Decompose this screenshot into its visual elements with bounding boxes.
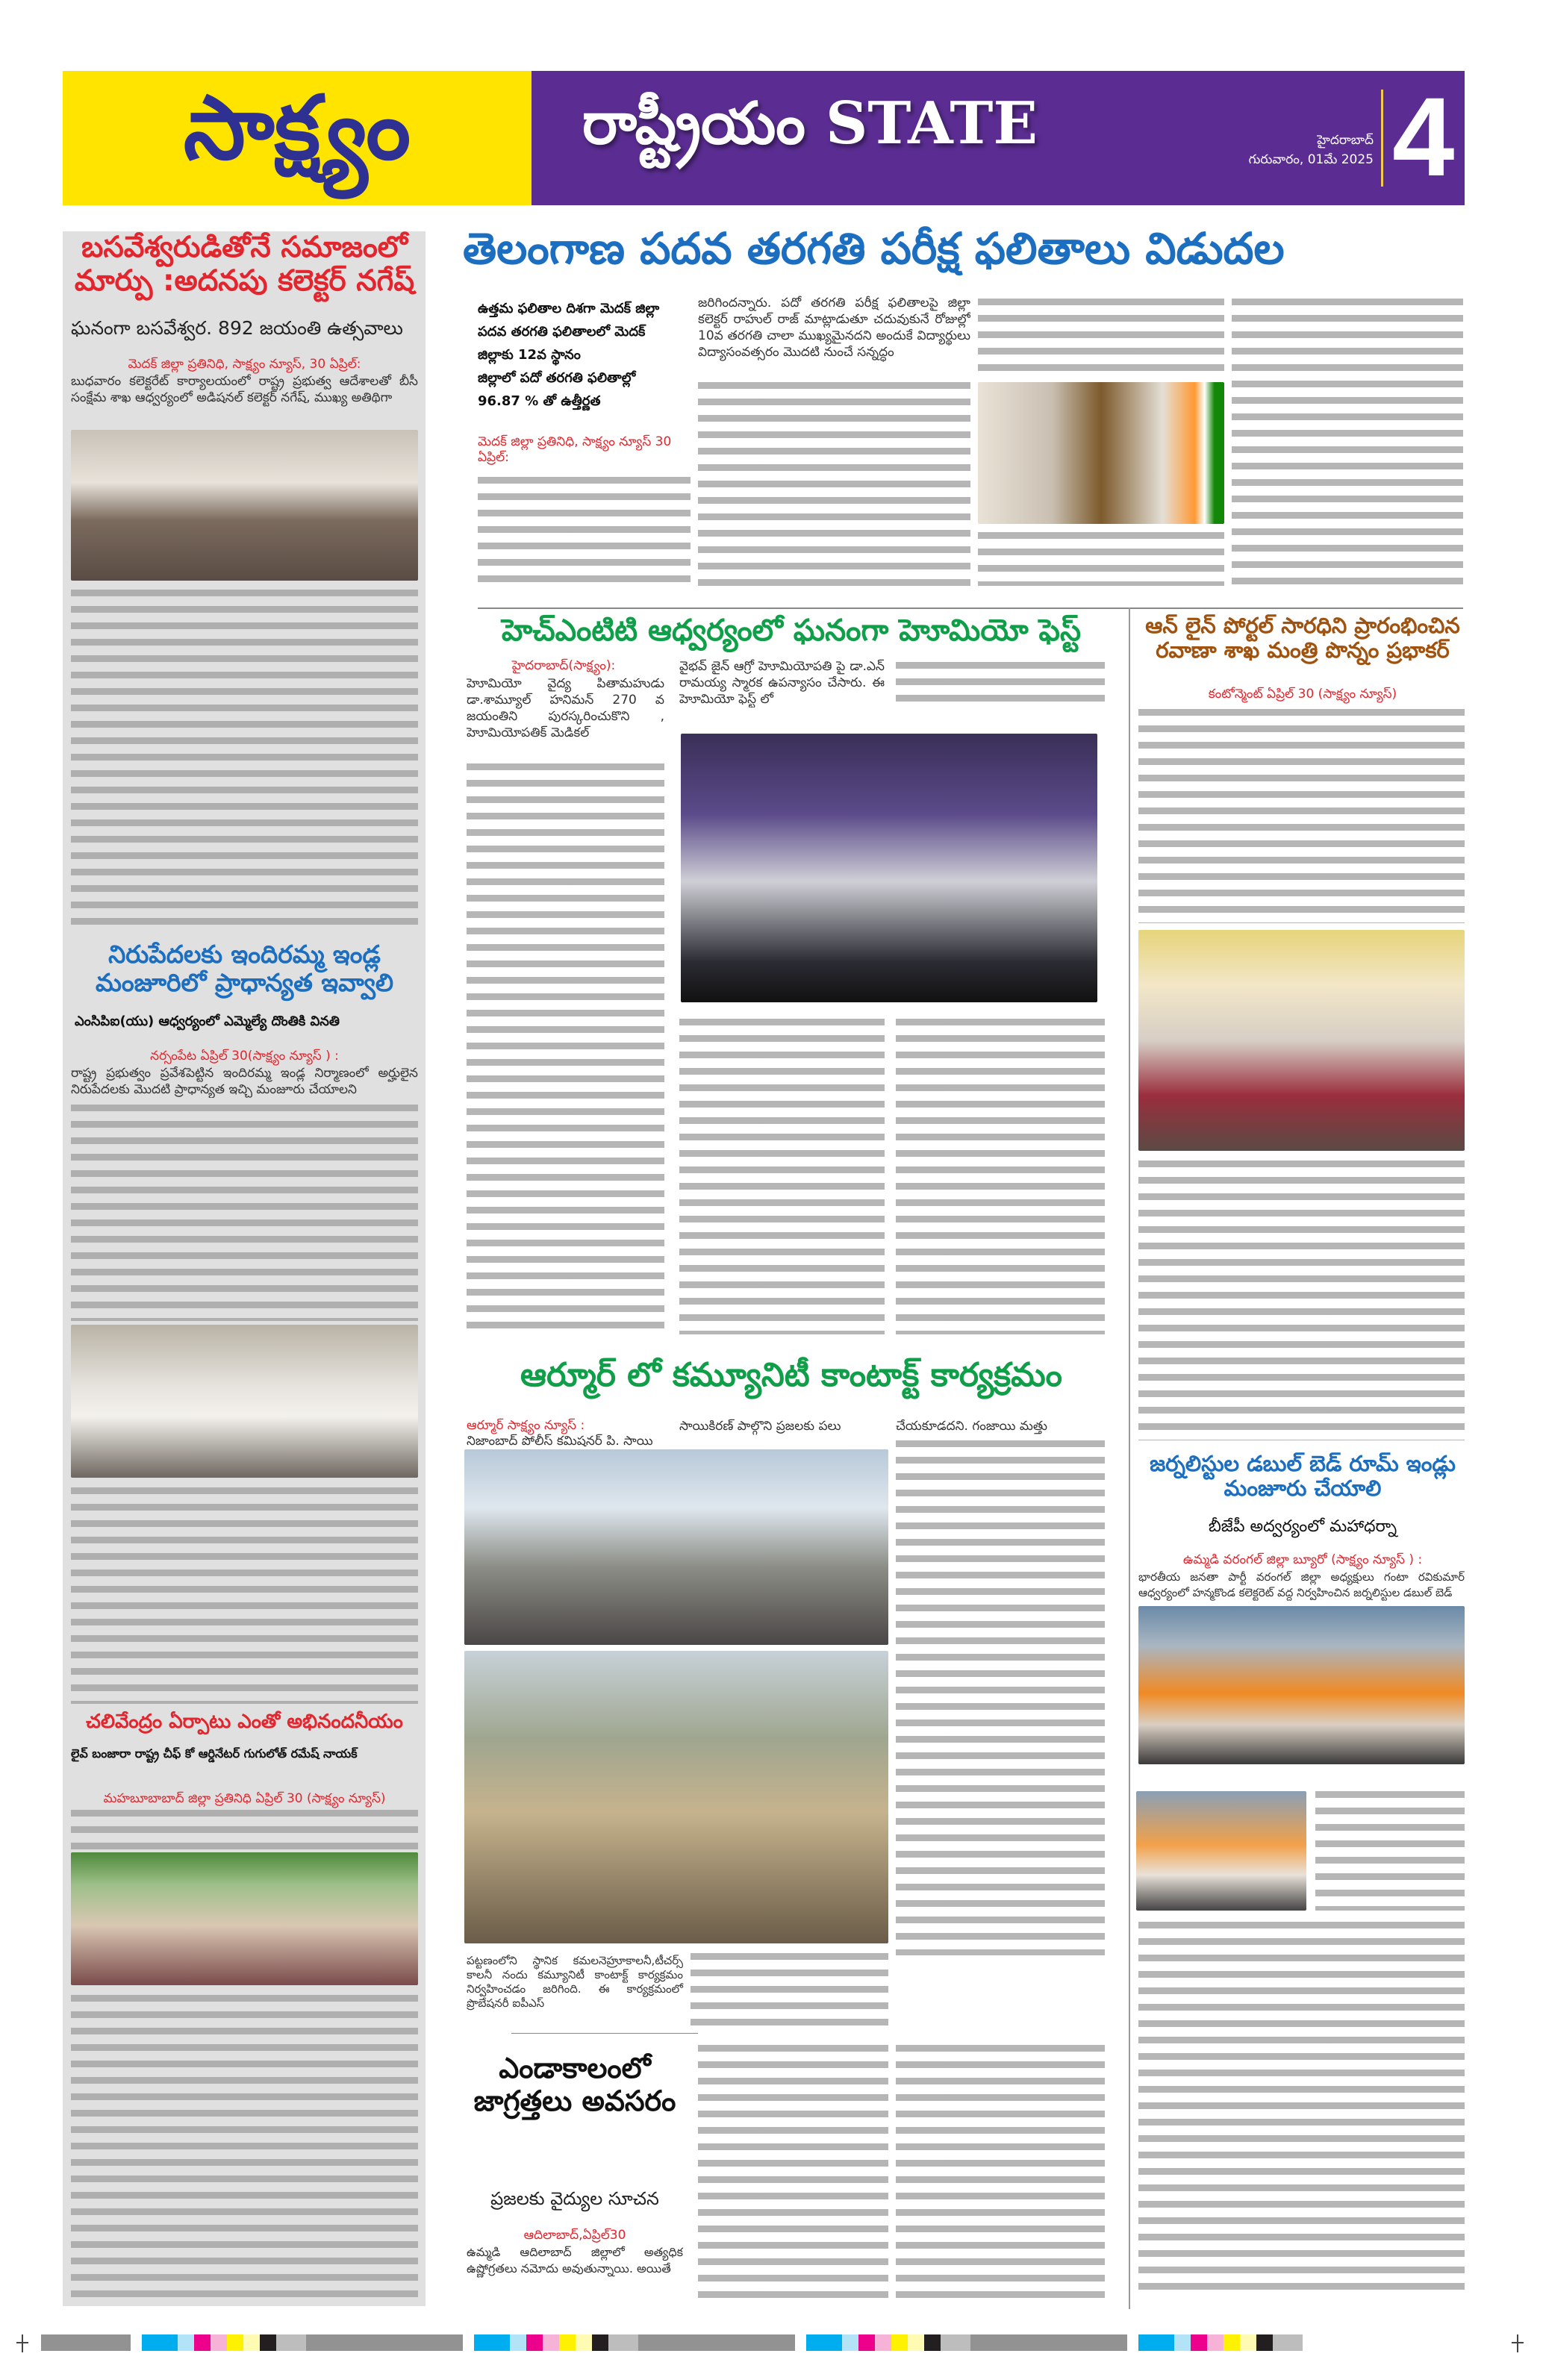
story-headline: ఆర్మూర్ లో కమ్యూనిటీ కాంటాక్ట్ కార్యక్రమం bbox=[520, 1356, 1062, 1394]
story-body-text bbox=[1315, 1787, 1465, 1911]
story-body-text bbox=[71, 1101, 418, 1321]
print-color-bar bbox=[41, 2334, 1504, 2351]
color-swatch bbox=[142, 2334, 178, 2351]
photo-portal-launch bbox=[1138, 930, 1465, 1151]
story-body: ఉమ్మడి ఆదిలాబాద్ జిల్లాలో అత్యధిక ఉష్ణోగ్రతలు నమోదు అవుతున్నాయి. అయితే bbox=[467, 2245, 683, 2276]
story-byline: ఆర్మూర్ సాక్ష్యం న్యూస్ : bbox=[467, 1418, 585, 1433]
masthead-divider bbox=[1381, 90, 1383, 187]
kicker-line: జిల్లాకు 12వ స్థానం bbox=[478, 347, 581, 363]
color-swatch bbox=[842, 2334, 858, 2351]
story-body: నిజాంబాద్ పోలీస్ కమిషనర్ పి. సాయి bbox=[467, 1434, 653, 1449]
edition-city: హైదరాబాద్ bbox=[1317, 133, 1374, 148]
registration-mark bbox=[22, 2334, 23, 2352]
story-body: రాష్ట్ర ప్రభుత్వం ప్రవేశపెట్టిన ఇందిరమ్మ ఇండ్ల నిర్మాణంలో అర్హులైన నిరుపేదలకు మొదటి ప్రాధాన్యత ఇచ్చి మంజూరు చేయాలని bbox=[71, 1066, 418, 1097]
photo-basaveshwara-jayanthi bbox=[71, 430, 418, 581]
color-swatch bbox=[908, 2334, 924, 2351]
lead-body-text bbox=[978, 295, 1224, 377]
story-body: భారతీయ జనతా పార్టీ వరంగల్ జిల్లా అధ్యక్షులు గంటా రవికుమార్ ఆధ్వర్యంలో హన్మకొండ కలెక్టరెట్ వద్ద నిర్వహించిన జర్నలిస్టుల డబుల్ బెడ్ bbox=[1138, 1570, 1465, 1599]
story-body-text bbox=[1138, 705, 1465, 923]
story-body-text bbox=[896, 2041, 1105, 2299]
story-body: బుధవారం కలెక్టరేట్ కార్యాలయంలో రాష్ట్ర ప్రభుత్వ ఆదేశాలతో బీసీ సంక్షేమ శాఖ ఆధ్వర్యంలో అడిషనల్ కలెక్టర్ నగేష్, ముఖ్య అతిథిగా bbox=[71, 374, 418, 405]
lead-body: జరిగిందన్నారు. పదో తరగతి పరీక్ష ఫలితాలపై జిల్లా కలెక్టర్ రాహుల్ రాజ్ మాట్లాడుతూ చదువుకునే రోజుల్లో 10వ తరగతి చాలా ముఖ్యమైనదని అందుకే విద్యార్థులు విద్యాసంవత్సరం మొదటి నుంచే సన్నద్ధం bbox=[698, 296, 970, 360]
color-swatch bbox=[559, 2334, 576, 2351]
story-byline: మెదక్ జిల్లా ప్రతినిధి, సాక్ష్యం న్యూస్, 30 ఏప్రిల్: bbox=[128, 357, 361, 372]
color-swatch bbox=[211, 2334, 227, 2351]
color-swatch bbox=[806, 2334, 842, 2351]
story-subhead: బీజేపీ అద్వర్యంలో మహాధర్నా bbox=[1208, 1517, 1397, 1536]
color-swatch bbox=[924, 2334, 941, 2351]
color-swatch bbox=[941, 2334, 970, 2351]
story-subhead: ప్రజలకు వైద్యుల సూచన bbox=[490, 2188, 659, 2209]
color-swatch bbox=[1224, 2334, 1240, 2351]
story-headline: నిరుపేదలకు ఇందిరమ్మ ఇండ్ల మంజూరిలో ప్రాధాన్యత ఇవ్వాలి bbox=[95, 940, 394, 997]
kicker-line: ఉత్తమ ఫలితాల దిశగా మెదక్ జిల్లా bbox=[478, 301, 660, 316]
lead-body-text bbox=[698, 378, 970, 586]
lead-body-text bbox=[478, 473, 691, 586]
story-body: పట్టణంలోని స్థానిక కమలనెహ్రూకాలనీ,టీచర్స్ కాలనీ నందు కమ్యూనిటీ కాంటాక్ట్ కార్యక్రమం నిర్వహించడం జరిగింది. ఈ కార్యక్రమంలో ప్రొబేషనరీ ఐపీఎస్ bbox=[467, 1954, 683, 2010]
photo-collector bbox=[978, 382, 1224, 524]
color-swatch bbox=[858, 2334, 875, 2351]
color-swatch bbox=[526, 2334, 543, 2351]
color-swatch bbox=[1138, 2334, 1174, 2351]
color-swatch bbox=[1273, 2334, 1303, 2351]
story-byline: ఉమ్మడి వరంగల్ జిల్లా బ్యూరో (సాక్ష్యం న్యూస్ ) : bbox=[1182, 1552, 1423, 1567]
color-swatch bbox=[875, 2334, 891, 2351]
color-swatch bbox=[638, 2334, 795, 2351]
color-swatch bbox=[41, 2334, 131, 2351]
story-headline: జర్నలిస్టుల డబుల్ బెడ్ రూమ్ ఇండ్లు మంజూరు చేయాలి bbox=[1150, 1451, 1456, 1502]
story-body: హెూమియో వైద్య పితామహుడు డా.శామ్యూల్ హనిమన్ 270 వ జయంతిని పురస్కరించుకొని , హెూమియోపతిక్ మెడికల్ bbox=[467, 676, 664, 740]
kicker-line: జిల్లాలో పదో తరగతి ఫలితాల్లో bbox=[478, 370, 636, 386]
color-swatch bbox=[178, 2334, 194, 2351]
story-body-text bbox=[71, 1806, 418, 1851]
photo-seized-vehicles bbox=[464, 1449, 888, 1645]
color-swatch bbox=[194, 2334, 211, 2351]
story-subhead: ఎంసిపిఐ(యు) ఆధ్వర్యంలో ఎమ్మెల్యే దొంతికి వినతి bbox=[75, 1013, 340, 1029]
page-number: 4 bbox=[1392, 74, 1455, 199]
color-swatch bbox=[1174, 2334, 1191, 2351]
photo-water-kiosk bbox=[71, 1852, 418, 1985]
story-byline: హైదరాబాద్(సాక్ష్యం): bbox=[511, 658, 616, 673]
lead-body-text bbox=[978, 528, 1224, 586]
story-headline: ఆన్ లైన్ పోర్టల్ సారధిని ప్రారంభించిన రవాణా శాఖ మంత్రి పొన్నం ప్రభాకర్ bbox=[1145, 613, 1460, 663]
story-body-text bbox=[1138, 1157, 1465, 1440]
story-byline: కంటోన్మెంట్ ఏప్రిల్ 30 (సాక్ష్యం న్యూస్) bbox=[1208, 687, 1397, 702]
story-body: చేయకూడదని. గంజాయి మత్తు bbox=[896, 1419, 1048, 1434]
color-swatch bbox=[1207, 2334, 1224, 2351]
story-headline: హెచ్ఎంటిటి ఆధ్వర్యంలో ఘనంగా హెూమియో ఫెస్ట్ bbox=[501, 613, 1082, 648]
color-swatch bbox=[543, 2334, 559, 2351]
section-title: రాష్ట్రీయం STATE bbox=[582, 90, 1038, 157]
story-body-text bbox=[71, 1991, 418, 2297]
lead-kicker bbox=[478, 297, 691, 413]
story-headline: చలివేంద్రం ఏర్పాటు ఎంతో అభినందనీయం bbox=[86, 1711, 403, 1733]
color-swatch bbox=[474, 2334, 510, 2351]
color-swatch bbox=[592, 2334, 608, 2351]
story-subhead: లైవ్ బంజారా రాష్ట్ర చీఫ్ కో ఆర్డినేటర్ గుగులోత్ రమేష్ నాయక్ bbox=[71, 1746, 358, 1761]
story-body-text bbox=[71, 586, 418, 929]
photo-homeo-fest bbox=[681, 734, 1097, 1002]
color-swatch bbox=[260, 2334, 276, 2351]
story-body-text bbox=[691, 1949, 888, 2031]
story-byline: నర్సంపేట ఏప్రిల్ 30(సాక్ష్యం న్యూస్ ) : bbox=[150, 1049, 339, 1063]
story-body-text bbox=[71, 1484, 418, 1704]
story-byline: మహబూబాబాద్ జిల్లా ప్రతినిధి ఏప్రిల్ 30 (సాక్ష్యం న్యూస్) bbox=[103, 1791, 386, 1806]
story-body: సాయికిరణ్ పాల్గొని ప్రజలకు పలు bbox=[679, 1419, 841, 1434]
story-body-text bbox=[896, 1015, 1105, 1334]
story-body-text bbox=[679, 1015, 885, 1334]
story-headline: బసవేశ్వరుడితోనే సమాజంలో మార్పు :అదనపు కలెక్టర్ నగేష్ bbox=[74, 231, 415, 298]
kicker-line: పదవ తరగతి ఫలితాలలో మెదక్ bbox=[478, 324, 646, 340]
story-body-text bbox=[698, 2041, 888, 2299]
photo-mla-petition bbox=[71, 1325, 418, 1478]
edition-date: గురువారం, 01మే 2025 bbox=[1248, 152, 1374, 167]
story-subhead: ఘనంగా బసవేశ్వర. 892 జయంతి ఉత్సవాలు bbox=[71, 317, 403, 339]
color-swatch bbox=[1240, 2334, 1256, 2351]
color-swatch bbox=[1191, 2334, 1207, 2351]
story-body-text bbox=[467, 760, 664, 1334]
color-swatch bbox=[891, 2334, 908, 2351]
newspaper-logo: సాక్ష్యం bbox=[183, 75, 411, 179]
lead-body-text bbox=[1232, 295, 1463, 586]
photo-police-officers bbox=[464, 1651, 888, 1943]
story-body-text bbox=[1138, 1918, 1465, 2299]
color-swatch bbox=[306, 2334, 463, 2351]
lead-byline: మెదక్ జిల్లా ప్రతినిధి, సాక్ష్యం న్యూస్ 30 ఏప్రిల్: bbox=[478, 434, 672, 465]
color-swatch bbox=[1256, 2334, 1273, 2351]
color-swatch bbox=[576, 2334, 592, 2351]
color-swatch bbox=[227, 2334, 243, 2351]
kicker-line: 96.87 % తో ఉత్తీర్ణత bbox=[478, 393, 601, 409]
section-divider bbox=[478, 608, 1463, 609]
story-body-text bbox=[896, 1437, 1105, 1955]
story-byline: ఆదిలాబాద్,ఏప్రిల్30 bbox=[523, 2228, 626, 2243]
column-divider bbox=[1129, 608, 1130, 2309]
color-swatch bbox=[276, 2334, 306, 2351]
story-headline: ఎండాకాలంలో జాగ్రత్తలు అవసరం bbox=[473, 2052, 676, 2117]
registration-mark bbox=[1517, 2334, 1518, 2352]
story-body-text bbox=[896, 658, 1105, 708]
color-swatch bbox=[243, 2334, 260, 2351]
photo-bjp-leaders bbox=[1136, 1791, 1306, 1911]
lead-headline: తెలంగాణ పదవ తరగతి పరీక్ష ఫలితాలు విడుదల bbox=[463, 223, 1285, 274]
photo-bjp-dharna bbox=[1138, 1606, 1465, 1764]
color-swatch bbox=[608, 2334, 638, 2351]
section-divider bbox=[511, 2033, 698, 2034]
color-swatch bbox=[970, 2334, 1127, 2351]
color-swatch bbox=[510, 2334, 526, 2351]
story-body: వైభవ్ జైన్ ఆగ్రో హెూమియోపతి పై డా.ఎన్ రామయ్య స్మారక ఉపన్యాసం చేసారు. ఈ హెూమియో ఫెస్ట్ లో bbox=[679, 659, 885, 707]
